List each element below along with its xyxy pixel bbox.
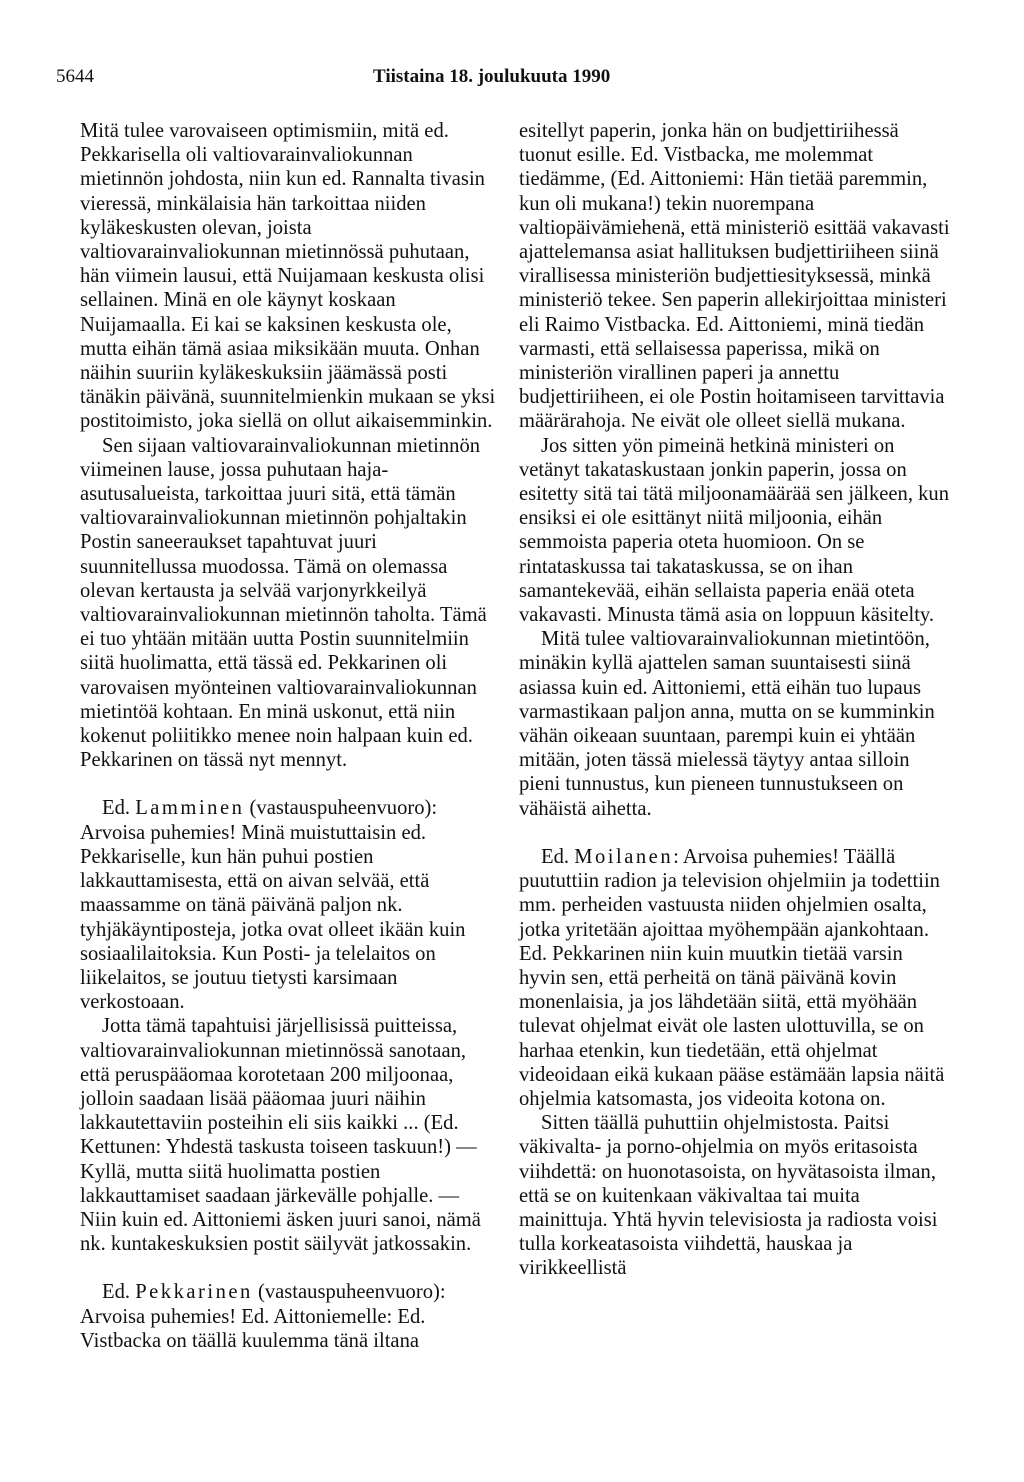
page-number: 5644 (56, 66, 94, 87)
paragraph: Jotta tämä tapahtuisi järjellisissä puitteissa, valtiovarainvaliokunnan mietinnössä sanotaan, että peruspääomaa korotetaan 200 miljoonaa, jolloin saadaan lisää pääomaa juuri näihin lakkautettaviin posteihin eli siis kaikki ... (Ed. Kettunen: Yhdestä taskusta toiseen taskuun!) — Kyllä, mutta siitä huolimatta postien lakkauttamiset saadaan järkevälle pohjalle. — Niin kuin ed. Aittoniemi äsken juuri sanoi, nämä nk. kuntakeskuksien postit säilyvät jatkossakin. (80, 1015, 481, 1256)
page-header (56, 66, 976, 90)
left-column (80, 119, 498, 1353)
paragraph: esitellyt paperin, jonka hän on budjettiriihessä tuonut esille. Ed. Vistbacka, me molemmat tiedämme, (Ed. Aittoniemi: Hän tietää paremmin, kun oli mukana!) tekin nuorempana valtiopäivämiehenä, että ministeriö esittää vakavasti ajattelemansa asiat hallituksen budjettiriiheen siinä virallisessa ministeriön budjettiesityksessä, minkä ministeriö tekee. Sen paperin allekirjoittaa ministeri eli Raimo Vistbacka. Ed. Aittoniemi, minä tiedän varmasti, että sellaisessa paperissa, mikä on ministeriön virallinen paperi ja annettu budjettiriiheen, ei ole Postin hoitamiseen tarvittavia määrärahoja. Ne eivät ole olleet siellä mukana. (519, 120, 950, 433)
paragraph: Jos sitten yön pimeinä hetkinä ministeri on vetänyt takataskustaan jonkin paperin, jossa on esitetty sitä tai tätä miljoonamäärää sen jälkeen, kun ensiksi ei ole esittänyt niitä miljoonia, eihän semmoista paperia oteta huomioon. On se rintataskussa tai takataskussa, se on ihan samantekevää, eihän sellaista paperia enää oteta vakavasti. Minusta tämä asia on loppuun käsitelty. (519, 434, 950, 627)
speech-prefix: Ed. (102, 797, 136, 820)
speech-pekkarinen (80, 1280, 498, 1353)
right-column (519, 119, 952, 1281)
paragraph: Sitten täällä puhuttiin ohjelmistosta. Paitsi väkivalta- ja porno-ohjelmia on myös eritasoista viihdettä: on huonotasoista, on hyvätasoista ilman, että se on kuitenkaan väkivaltaa tai muita mainittuja. Yhtä hyvin televisiosta ja radiosta voisi tulla korkeatasoista viihdettä, hauskaa ja virikkeellistä (519, 1112, 938, 1280)
speaker-name: Moilanen (574, 845, 674, 868)
speech-prefix: Ed. (541, 845, 575, 868)
speaker-name: Pekkarinen (135, 1281, 253, 1304)
speech-text: : Arvoisa puhemies! Täällä puututtiin radion ja television ohjelmiin ja todettiin mm. perheiden vastuusta niiden ohjelmien osalta, jotka yritetään ajoittaa myöhempään ajankohtaan. Ed. Pekkarinen niin kuin muutkin tietää varsin hyvin sen, että perheitä on tänä päivänä kovin monenlaisia, ja jos lähdetään siitä, että myöhään tulevat ohjelmat eivät ole lasten ulottuvilla, se on harhaa etenkin, kun tiedetään, että ohjelmat videoidaan eikä kukaan pääse estämään lapsia näitä ohjelmia katsomasta, jos videoita kotona on. (519, 845, 945, 1110)
paragraph: Mitä tulee valtiovarainvaliokunnan mietintöön, minäkin kyllä ajattelen saman suuntaisesti siinä asiassa kuin ed. Aittoniemi, että eihän tuo lupaus varmastikaan paljon anna, mutta on se kumminkin vähän oikeaan suuntaan, parempi kuin ei yhtään mitään, joten tässä mielessä täytyy antaa silloin pieni tunnustus, kun pieneen tunnustukseen on vähäistä aihetta. (519, 628, 935, 820)
speech-text: (vastauspuheenvuoro): Arvoisa puhemies! Minä muistuttaisin ed. Pekkariselle, kun hän puhui postien lakkauttamisesta, että on aivan selvää, että maassamme on tänä päivänä paljon nk. tyhjäkäyntiposteja, jotka ovat olleet ikään kuin sosiaalilaitoksia. Kun Posti- ja telelaitos on liikelaitos, se joutuu tietysti karsimaan verkostoaan. (80, 797, 466, 1014)
speech-prefix: Ed. (102, 1281, 136, 1304)
paragraph: Sen sijaan valtiovarainvaliokunnan mietinnön viimeinen lause, jossa puhutaan haja-asutusalueista, tarkoittaa juuri sitä, että tämän valtiovarainvaliokunnan mietinnön pohjaltakin Postin saneeraukset tapahtuvat juuri suunnitellussa muodossa. Tämä on olemassa olevan kertausta ja selvää varjonyrkkeilyä valtiovarainvaliokunnan mietinnön taholta. Tämä ei tuo yhtään mitään uutta Postin suunnitelmiin siitä huolimatta, että tässä ed. Pekkarinen oli varovaisen myönteinen valtiovarainvaliokunnan mietintöä kohtaan. En minä uskonut, että niin kokenut poliitikko menee noin halpaan kuin ed. Pekkarinen on tässä nyt mennyt. (80, 434, 487, 772)
speech-text: (vastauspuheenvuoro): Arvoisa puhemies! Ed. Aittoniemelle: Ed. Vistbacka on täällä kuulemma tänä iltana (80, 1281, 446, 1352)
speaker-name: Lamminen (135, 797, 245, 820)
paragraph: Mitä tulee varovaiseen optimismiin, mitä ed. Pekkarisella oli valtiovarainvaliokunnan mietinnön johdosta, niin kun ed. Rannalta tivasin vieressä, minkälaisia hän tarkoittaa niiden kyläkeskusten olevan, joista valtiovarainvaliokunnan mietinnössä puhutaan, hän viimein lausui, että Nuijamaan keskusta olisi sellainen. Minä en ole käynyt koskaan Nuijamaalla. Ei kai se kaksinen keskusta ole, mutta eihän tämä asiaa miksikään muuta. Onhan näihin suuriin kyläkeskuksiin jäämässä posti tänäkin päivänä, suunnitelmienkin mukaan se yksi postitoimisto, joka siellä on ollut aikaisemminkin. (80, 120, 496, 433)
speech-moilanen (519, 845, 952, 1111)
speech-lamminen (80, 796, 498, 1014)
session-date: Tiistaina 18. joulukuuta 1990 (373, 66, 611, 87)
